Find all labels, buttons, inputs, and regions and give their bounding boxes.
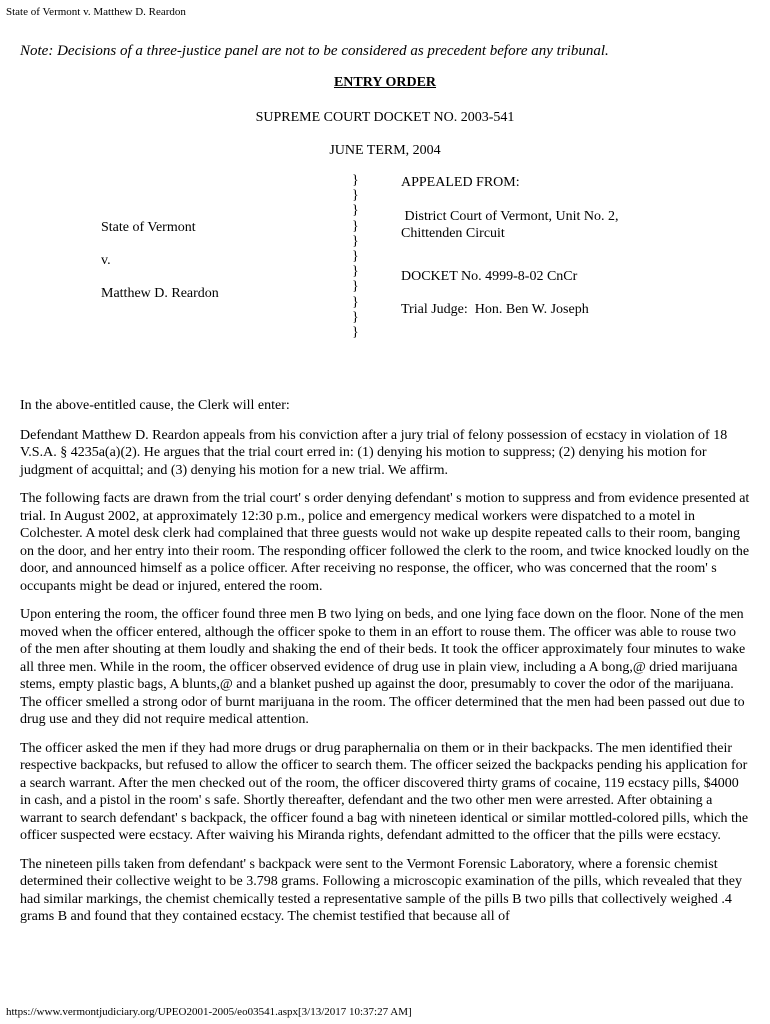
appeal-details <box>401 174 751 318</box>
brace: } <box>352 188 359 204</box>
brace: } <box>352 294 359 310</box>
order-body <box>20 397 750 937</box>
paragraph: Upon entering the room, the officer found three men B two lying on beds, and one lying face down on the floor. None of the men moved when the officer entered, although the officer spoke to them in an effort to rouse them. The officer was able to rouse two of the men after shouting at them loudly and shaking the end of their beds. It took the officer approximately four minutes to wake all three men. While in the room, the officer observed evidence of drug use in plain view, including a A bong,@ dried marijuana stems, empty plastic bags, A blunts,@ and a blanket pushed up against the door, presumably to cover the odor of the marijuana. The officer smelled a strong odor of burnt marijuana in the room. The officer determined that the men had been passed out due to drug use and they did not require medical attention. <box>20 607 746 727</box>
defendant-name: Matthew D. Reardon <box>101 286 219 301</box>
appealed-from-label: APPEALED FROM: <box>401 175 520 190</box>
paragraph: The following facts are drawn from the trial court' s order denying defendant' s motion to suppress and from evidence presented at trial. In August 2002, at approximately 12:30 p.m., police and emergency medical workers were dispatched to a motel in Colchester. A motel desk clerk had complained that three guests would not wake up despite repeated calls to their room, banging on the door, and her entry into their room. The responding officer followed the clerk to the room, and twice knocked loudly on the door, and announced himself as a police officer. After receiving no response, the officer, who was concerned that the room' s occupants might be dead or injured, entered the room. <box>20 491 750 594</box>
trial-judge: Trial Judge: Hon. Ben W. Joseph <box>401 302 589 317</box>
brace: } <box>352 248 359 264</box>
brace: } <box>352 324 359 340</box>
paragraph: The officer asked the men if they had more drugs or drug paraphernalia on them or in their backpacks. The men identified their respective backpacks, but refused to allow the officer to search them. The officer seized the backpacks pending his application for a search warrant. After the men checked out of the room, the officer discovered thirty grams of cocaine, 119 ecstacy pills, $4000 in cash, and a pistol in the room' s safe. Shortly thereafter, defendant and the two other men were arrested. After obtaining a warrant to search defendant' s backpack, the officer found a bag with nineteen identical or similar mottled-colored pills, which the officer suspected were ecstacy. After waiving his Miranda rights, defendant admitted to the officer that the pills were ecstacy. <box>20 740 749 843</box>
paragraph: The nineteen pills taken from defendant' s backpack were sent to the Vermont Forensic Laboratory, where a forensic chemist determined their collective weight to be 3.798 grams. Following a microscopic examination of the pills, which revealed that they had similar markings, the chemist chemically tested a representative sample of the pills B two pills that collectively weighed .4 grams B and found that they contained ecstacy. The chemist testified that because all of <box>20 856 742 924</box>
brace: } <box>352 264 359 280</box>
brace: } <box>352 279 359 295</box>
court-name-line1: District Court of Vermont, Unit No. 2, <box>401 209 619 224</box>
supreme-court-docket: SUPREME COURT DOCKET NO. 2003-541 <box>255 110 515 125</box>
brace: } <box>352 218 359 234</box>
versus-label: v. <box>101 253 111 268</box>
court-name-line2: Chittenden Circuit <box>401 226 505 241</box>
lower-docket: DOCKET No. 4999-8-02 CnCr <box>401 269 578 284</box>
brace: } <box>352 173 359 188</box>
brace: } <box>352 233 359 249</box>
brace: } <box>352 309 359 325</box>
page-header: State of Vermont v. Matthew D. Reardon <box>6 6 186 18</box>
entry-order-heading: ENTRY ORDER <box>333 75 437 90</box>
plaintiff-name: State of Vermont <box>101 220 196 235</box>
brace: } <box>352 203 359 219</box>
paragraph: In the above-entitled cause, the Clerk will enter: <box>20 398 290 413</box>
paragraph: Defendant Matthew D. Reardon appeals from his conviction after a jury trial of felony possession of ecstacy in violation of 18 V.S.A. § 4235a(a)(2). He argues that the trial court erred in: (1) denying his motion to suppress; (2) denying his motion for judgment of acquittal; and (3) denying his motion for a new trial. We affirm. <box>20 427 728 478</box>
page-footer-url: https://www.vermontjudiciary.org/UPEO2001-2005/eo03541.aspx[3/13/2017 10:37:27 AM] <box>6 1006 412 1018</box>
term-line: JUNE TERM, 2004 <box>329 143 441 158</box>
case-parties <box>101 219 219 302</box>
caption-braces <box>352 173 359 340</box>
precedent-note: Note: Decisions of a three-justice panel are not to be considered as precedent before any tribunal. <box>20 43 609 59</box>
